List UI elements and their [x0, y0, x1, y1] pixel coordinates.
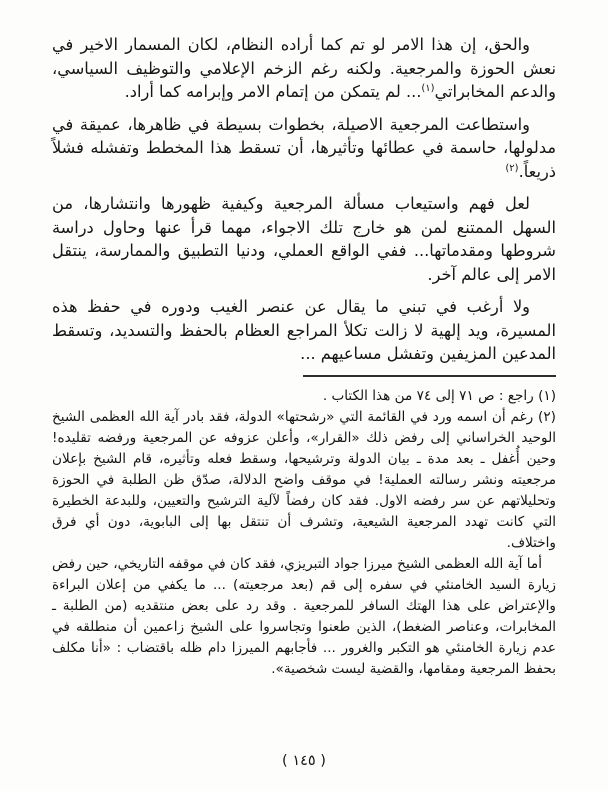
footnote-2-continuation: [52, 554, 556, 680]
paragraph-3-text: لعل فهم واستيعاب مسألة المرجعية وكيفية ظهورها وانتشارها، من السهل الممتنع لمن هو خارج تلك الاجواء، مهما قرأ عنها وحاول دراسة شروطها ومقدماتها... ففي الواقع العملي، ودنيا التطبيق والممارسة، ينتقل الامر إلى عالم آخر.: [52, 194, 556, 284]
paragraph-1-text: والحق، إن هذا الامر لو تم كما أراده النظام، لكان المسمار الاخير في نعش الحوزة والمرجعية. ولكنه رغم الزخم الإعلامي والتوظيف السياسي، والدعم المخابراتي: [52, 35, 556, 101]
page-number: ( ١٤٥ ): [282, 753, 326, 769]
footnote-1: [52, 386, 556, 407]
footnote-ref-2: (٢): [505, 162, 519, 174]
paragraph-1-text-after: ... لم يتمكن من إتمام الامر وإبرامه كما أراد.: [124, 82, 422, 101]
footnote-2-continuation-text: أما آية الله العظمى الشيخ ميرزا جواد التبريزي، فقد كان في موقفه التاريخي، حين رفض زيارة السيد الخامنئي في سفره إلى قم (بعد مرجعيته) ... ما يكفي من إعلان البراءة والإعتراض على هذا الهتك السافر للمرجعية . وقد رد على بعض منتقديه (من الطلبة ـ المخابرات، وعناصر الضغط)، الذين طعنوا وتجاسروا على الشيخ زاعمين أن منطلقه في عدم زيارة الخامنئي هو التكبر والغرور ... فأجابهم الميرزا دام ظله باقتضاب : «أنا مكلف بحفظ المرجعية ومقامها، والقضية ليست شخصية».: [52, 555, 556, 677]
paragraph-4: [52, 295, 556, 366]
paragraph-3: [52, 192, 556, 286]
paragraph-1: [52, 33, 556, 104]
paragraph-2-text: واستطاعت المرجعية الاصيلة، بخطوات بسيطة في ظاهرها، عميقة في مدلولها، حاسمة في عطائها وتأثيرها، أن تسقط هذا المخطط وتفشله فشلاً ذريعاً.: [52, 114, 556, 181]
footnote-1-marker: (١): [538, 387, 556, 404]
paragraph-2: [52, 113, 556, 184]
footnote-2: [52, 407, 556, 554]
footnote-separator: [303, 375, 556, 377]
footnote-1-text: راجع : ص ٧١ إلى ٧٤ من هذا الكتاب .: [322, 387, 534, 404]
footnote-ref-1: (١): [421, 83, 435, 94]
footnotes-block: [52, 386, 556, 680]
footnote-2-text: رغم أن اسمه ورد في القائمة التي «رشحتها» الدولة، فقد بادر آية الله العظمى الشيخ الوحيد الخراساني إلى رفض ذلك «القرار»، وأعلن عزوفه عن المرجعية ورفضه تقليده! وحين أُغفل ـ بعد مدة ـ بيان الدولة وترشيحها، وسقط فعله وتأثيره، قام الشيخ بإعلان مرجعيته ونشر رسالته العملية! في موقف واضح الدلالة، صدّق ظن الطلبة في الحوزة وتحليلاتهم عن سر رفضه الاول. فقد كان رفضاً لآلية الترشيح والتعيين، وللبدعة الخطيرة التي كانت تهدد المرجعية الشيعية، وتشرف أن تنتقل بها إلى البابوية، دون أي فرق واختلاف.: [52, 408, 556, 551]
footnote-2-marker: (٢): [538, 408, 556, 425]
main-text-block: [52, 33, 556, 366]
paragraph-4-text: ولا أرغب في تبني ما يقال عن عنصر الغيب ودوره في حفظ هذه المسيرة، ويد إلهية لا زالت تكلأ المراجع العظام بالحفظ والتسديد، وتسقط المدعين المزيفين وتفشل مساعيهم ...: [52, 297, 556, 363]
